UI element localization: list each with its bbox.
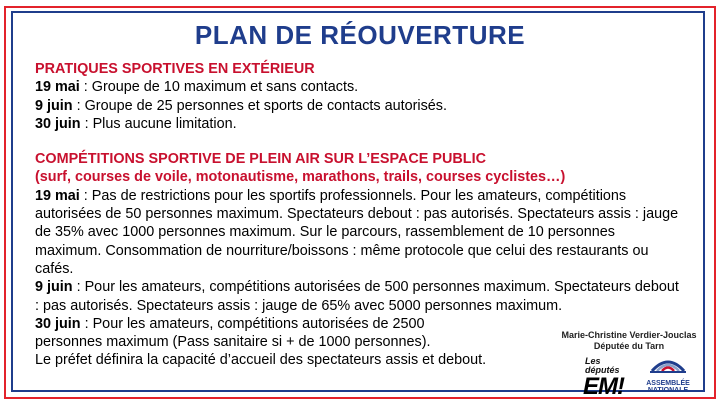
section2-item (35, 278, 685, 315)
item-date: 9 juin (35, 97, 73, 114)
section1-item (35, 115, 685, 133)
item-date: 19 mai (35, 79, 80, 96)
item-date: 9 juin (35, 279, 73, 296)
item-text: : Groupe de 25 personnes et sports de contacts autorisés. (72, 97, 447, 114)
logo-em-mark: EM! (583, 373, 624, 400)
item-text: : Plus aucune limitation. (80, 115, 237, 132)
item-text: : Pour les amateurs, compétitions autorisées de 500 personnes maximum. Spectateurs debout : pas autorisés. Spectateurs assis : jauge de 65% avec 5000 personnes maximum. (35, 279, 679, 314)
assemblee-nationale-logo (643, 351, 693, 393)
item-text: : Groupe de 10 maximum et sans contacts. (79, 79, 359, 96)
section1-item (35, 97, 685, 115)
section-spacer (35, 133, 685, 150)
section1-item (35, 78, 685, 96)
item-date: 30 juin (35, 115, 81, 132)
content-body (35, 60, 685, 370)
item-text: : Pour les amateurs, compétitions autorisées de 2500 (80, 315, 425, 332)
page-title: PLAN DE RÉOUVERTURE (194, 20, 526, 50)
section1-heading: PRATIQUES SPORTIVES EN EXTÉRIEUR (35, 61, 315, 77)
item-date: 30 juin (35, 315, 81, 332)
section2-line: personnes maximum (Pass sanitaire si + de 1000 personnes). (35, 334, 431, 351)
assemblee-nationale-icon (648, 351, 688, 375)
signature-name: Marie-Christine Verdier-Jouclas (561, 330, 697, 340)
section2-heading: COMPÉTITIONS SPORTIVE DE PLEIN AIR SUR L’ESPACE PUBLIC (35, 151, 486, 168)
signature-role: Députée du Tarn (593, 341, 665, 351)
item-text: : Pas de restrictions pour les sportifs professionnels. Pour les amateurs, compétitions autorisées de 50 personnes maximum. Spectateurs debout : pas autorisés. Spectateurs assis : jauge de 35% avec 1000 personnes maximum. Sur le parcours, rassemblement de 10 personnes maximum. Consommation de nourriture/boissons : même protocole que celui des restaurants ou cafés. (35, 187, 679, 277)
section2-subheading: (surf, courses de voile, motonautisme, marathons, trails, courses cyclistes…) (35, 169, 566, 186)
les-deputes-em-logo (583, 356, 633, 400)
section2-item (35, 187, 685, 278)
logo-an-line1: ASSEMBLÉE (646, 380, 690, 387)
signature-block (554, 330, 704, 352)
section2-line: Le préfet définira la capacité d’accueil des spectateurs assis et debout. (35, 352, 487, 369)
logo-em-caption: Les députés (585, 356, 620, 375)
item-date: 19 mai (35, 187, 80, 204)
logo-an-line2: NATIONALE (647, 387, 689, 394)
